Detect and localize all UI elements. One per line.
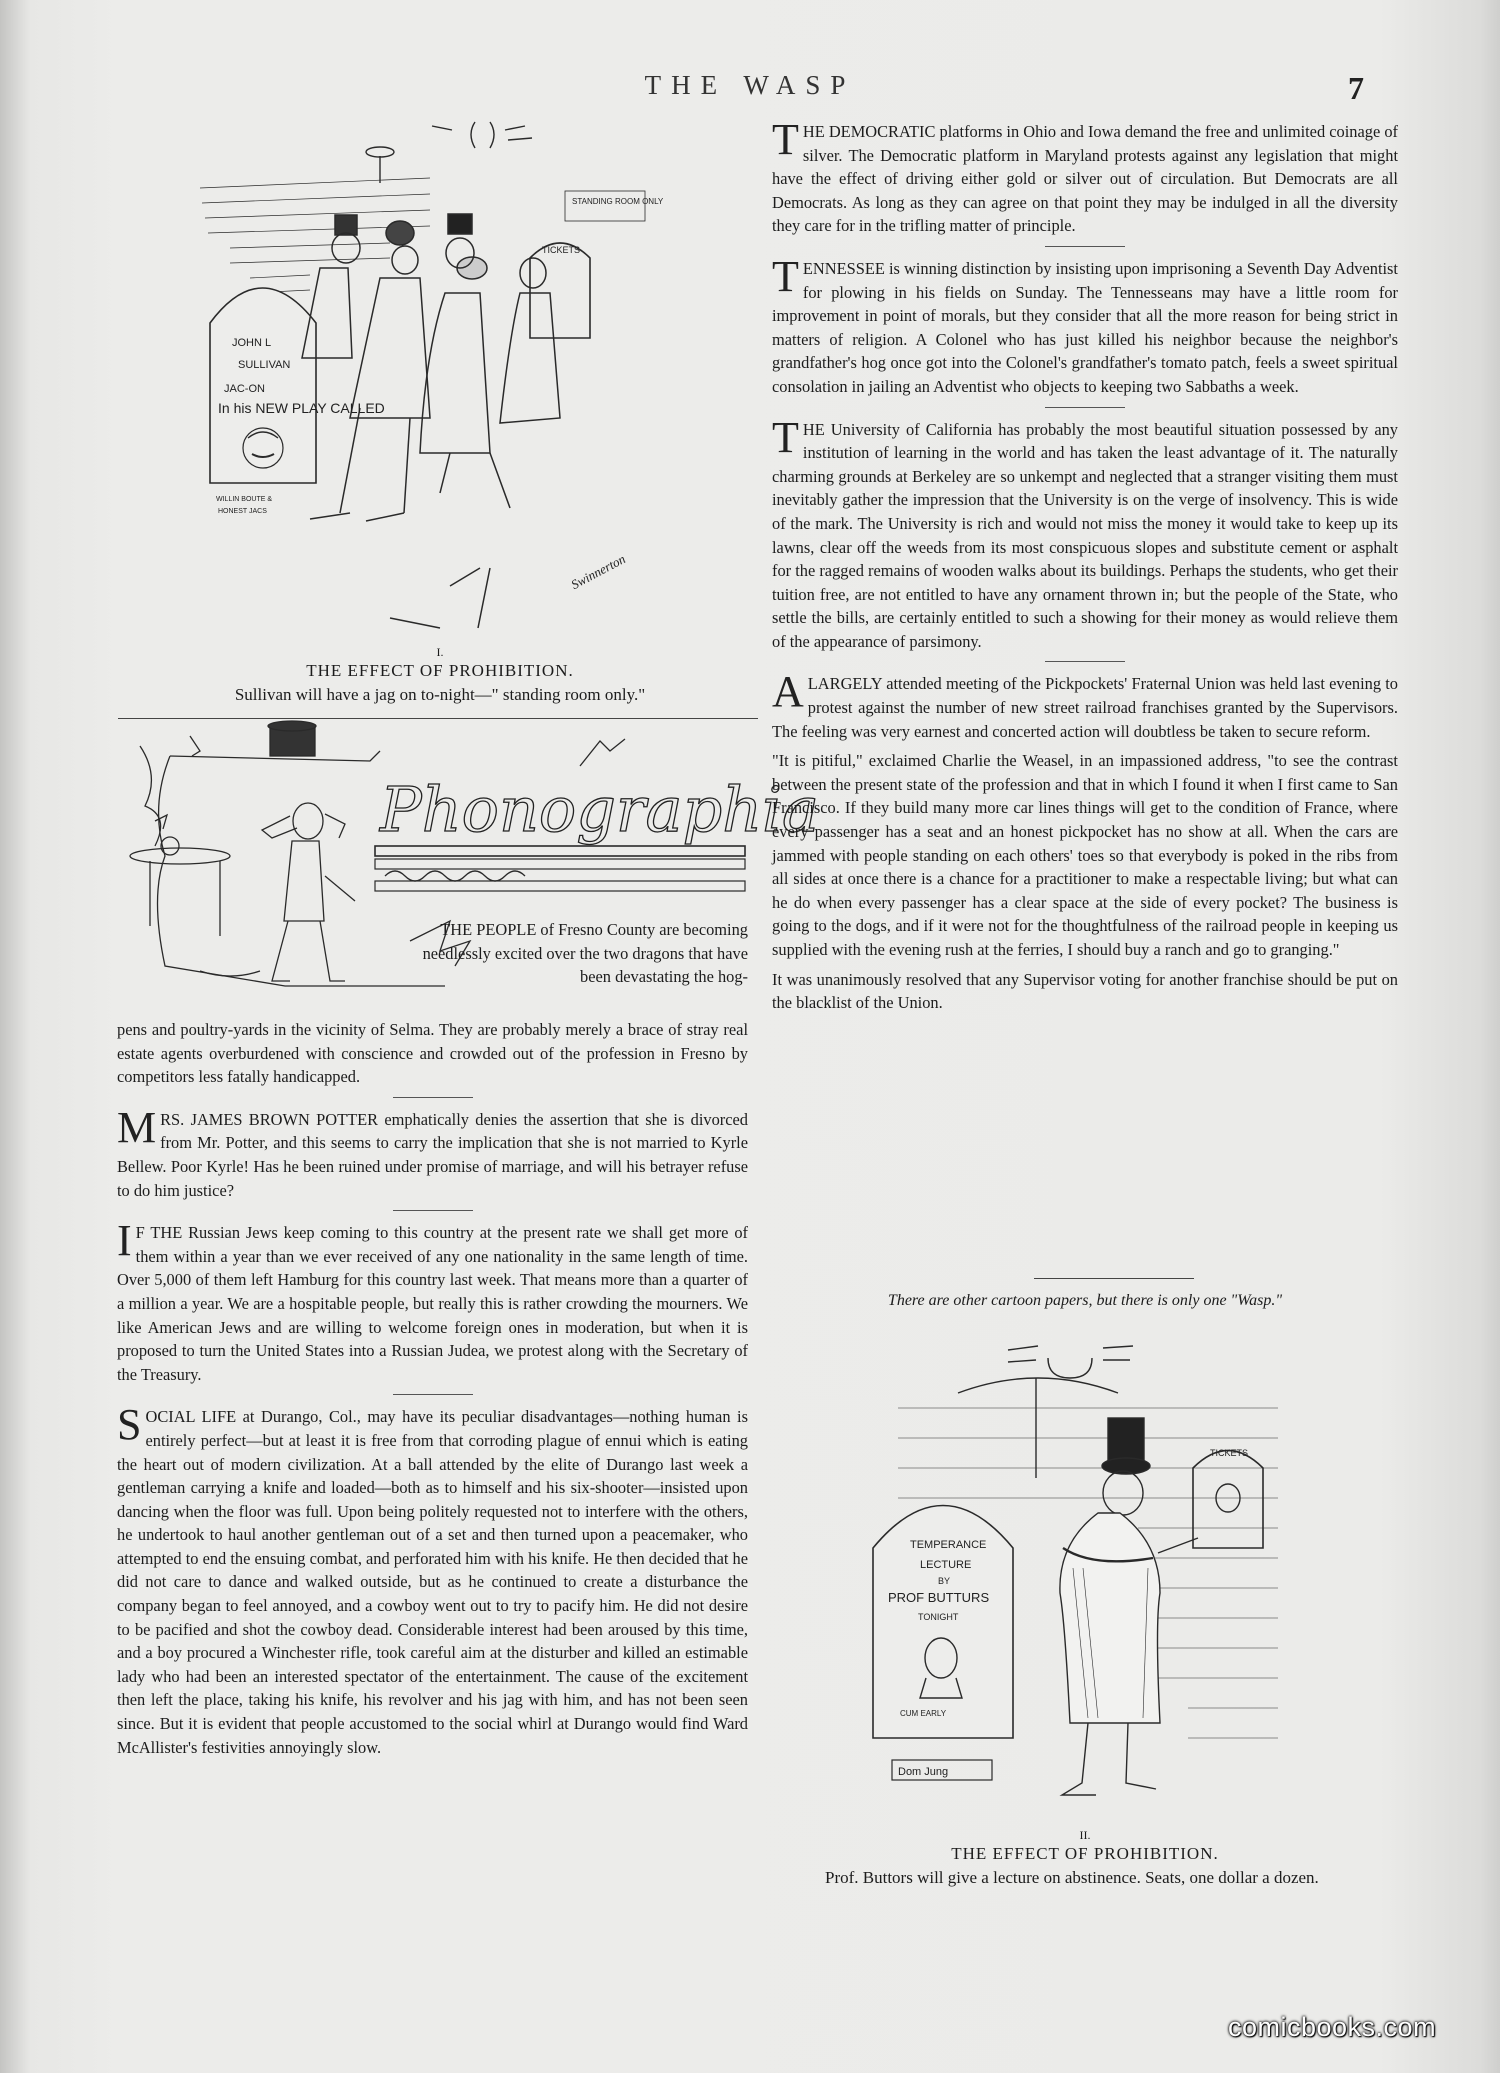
tombstone-line: HONEST JACS — [218, 508, 267, 515]
rule — [1045, 661, 1125, 662]
tombstone-line: TEMPERANCE — [910, 1539, 987, 1551]
tombstone-line: LECTURE — [920, 1559, 972, 1571]
tombstone-line: TONIGHT — [918, 1612, 959, 1622]
durango-paragraph: SOCIAL LIFE at Durango, Col., may have its peculiar disadvantages—nothing human is entirely perfect—but at least it is free from that corroding plague of ennui which is eating the heart out of modern civilization. At a ball attended by the elite of Durango last week a gentleman carrying a knife and loaded—both as to himself and his six-shooter—insisted upon dancing when the floor was full. Upon being politely requested not to interfere with the others, he undertook to haul another gentleman out of a set and then turned upon a peacemaker, who attempted to end the ensuing combat, and perforated him with his knife. He then decided that he did not care to dance and walked outside, but as he continued to create a disturbance the company began to feel annoyed, and a cowboy went out to try to pacify him. He did not desire to be pacified and shot the cowboy dead. Considerable interest had been aroused by this time, and a boy procured a Winchester rifle, took careful aim at the disturber and killed an estimable lady who had been an interested spectator of the entertainment. The cause of the excitement then left the place, taking his knife, his revolver and his jag with him, and has not been seen since. But it is evident that people accustomed to the social whirl at Durango would find Ward McAllister's festivities annoyingly slow. — [117, 1400, 748, 1757]
democratic-paragraph: THE DEMOCRATIC platforms in Ohio and Iowa demand the free and unlimited coinage of silver. The Democratic platform in Maryland protests against any legislation that might have the effect of driving either gold or silver out of circulation. But Democrats are all Democrats. As long as they can agree on that point they may be indulged in all the diversity they care for in the trifling matter of principle. — [772, 115, 1398, 236]
tennessee-paragraph: TENNESSEE is winning distinction by insisting upon imprisoning a Seventh Day Adventist for plowing in his fields on Sunday. The Tennesseans may have a little room for improvement in point of morals, but they consider that all the more reason for being strict in matters of religion. A Colonel who has just killed his neighbor because the neighbor's grandfather's hog once got into the Colonel's grandfather's tomato patch, feels a sweet spiritual consolation in jailing an Adventist who objects to keeping two Sabbaths a week. — [772, 251, 1398, 396]
university-paragraph: THE University of California has probably the most beautiful situation possessed by any institution of learning in the world and has taken the least advantage of it. The naturally charming grounds at Berkeley are so unkempt and neglected that a stranger visiting them must inevitably gather the impression that the University is on the verge of insolvency. This is wide of the mark. The University is rich and would not miss the money it would take to keep up its lawns, clear off the weeds from its most conspicuous slopes and substitute cement or asphalt for the ragged remains of wooden walks about its buildings. Perhaps the students, who get their tuition free, are not entitled to have any ornament thrown in; but the people of the State, who settle the bills, are certainly entitled to such a showing for their money as would relieve them of the appearance of parsimony. — [772, 412, 1398, 651]
cartoon2-numeral: II. — [1079, 1828, 1091, 1842]
svg-text:Dom Jung: Dom Jung — [898, 1766, 949, 1778]
cartoon1-caption — [130, 645, 750, 707]
dropcap: I — [117, 1216, 132, 1266]
cartoon2-caption-text: Prof. Buttors will give a lecture on abstinence. Seats, one dollar a dozen. — [825, 1868, 1319, 1887]
fresno-paragraph-intro — [415, 918, 748, 989]
ticket-sign: TICKETS — [1210, 1448, 1249, 1458]
ticket-sign: TICKETS — [542, 245, 581, 255]
rule — [1045, 407, 1125, 408]
watermark: comicbooks.com — [1228, 2012, 1437, 2042]
tombstone-line: SULLIVAN — [238, 359, 291, 371]
right-column — [772, 115, 1398, 1021]
cartoon1-numeral: I. — [436, 645, 444, 659]
sign-text: STANDING ROOM ONLY — [572, 197, 664, 206]
cartoon1-title: THE EFFECT OF PROHIBITION. — [306, 661, 574, 680]
dropcap: A — [772, 667, 804, 717]
tombstone-line: JOHN L — [232, 337, 272, 349]
tombstone-line: CUM EARLY — [900, 1709, 947, 1718]
cartoon-professor — [858, 1338, 1288, 1808]
tombstone-line: JAC-ON — [224, 383, 265, 395]
tombstone-line: BY — [938, 1576, 951, 1586]
tombstone-line: PROF BUTTURS — [888, 1590, 990, 1605]
phonographia-title: Phonographia — [380, 773, 819, 846]
dropcap: M — [117, 1102, 157, 1152]
dropcap: T — [772, 115, 799, 164]
rule — [393, 1210, 473, 1211]
tombstone-line: WILLIN BOUTE & — [216, 496, 273, 503]
rule — [393, 1097, 473, 1098]
dropcap: T — [772, 412, 799, 462]
potter-paragraph: MRS. JAMES BROWN POTTER emphatically denies the assertion that she is divorced from Mr. Potter, and this seems to carry the implication that she is not married to Kyrle Bellew. Poor Kyrle! Has he been ruined under promise of marriage, and will his betrayer refuse to do him justice? — [117, 1102, 748, 1200]
cartoon1-caption-text: Sullivan will have a jag on to-night—" standing room only." — [234, 685, 646, 704]
pickpocket-paragraph: ALARGELY attended meeting of the Pickpockets' Fraternal Union was held last evening to protest against the number of new street railroad franchises granted by the Supervisors. The feeling was very earnest and concerted action will doubtless be taken to secure reform. — [772, 667, 1398, 741]
dropcap: T — [772, 251, 799, 301]
left-column — [117, 1018, 748, 1765]
weasel-paragraph: "It is pitiful," exclaimed Charlie the Weasel, in an impassioned address, "to see the contrast between the present state of the profession and that in which I found it when I first came to San Francisco. If they build many more car lines things will get to the condition of France, where every passenger has a seat and an honest pickpocket has no show at all. When the cars are jammed with people standing on each others' toes so that everybody is poked in the ribs from all sides at once there is a chance for a practitioner to make a respectable living; but what can he do when every passenger has a clear space at the side of every pocket? The business is going to the dogs, and if it were not for the thoughtfulness of the railroad people in keeping us supplied with the evening rush at the ferries, I should buy a ranch and go to granging." — [772, 751, 1398, 959]
rule — [1045, 246, 1125, 247]
dropcap: S — [117, 1400, 142, 1450]
page-number: 7 — [1348, 70, 1364, 106]
fresno-intro: THE PEOPLE of Fresno County are becoming needlessly excited over the two dragons that have been devastating the hog- — [422, 920, 748, 987]
wasp-note: There are other cartoon papers, but there is only one "Wasp." — [887, 1292, 1283, 1309]
section-divider — [118, 718, 758, 719]
cartoon2-title: THE EFFECT OF PROHIBITION. — [951, 1844, 1219, 1863]
masthead: THE WASP — [644, 70, 856, 100]
resolved-paragraph: It was unanimously resolved that any Supervisor voting for another franchise should be put on the blacklist of the Union. — [772, 969, 1398, 1013]
rule — [393, 1394, 473, 1395]
russian-paragraph: I F THE Russian Jews keep coming to this country at the present rate we shall get more of them within a year than we ever received of any one nationality in the same length of time. Over 5,000 of them left Hamburg for this country last week. That means more than a quarter of a million a year. We are a hospitable people, but really this is rather crowding the mourners. We like American Jews and are willing to welcome foreign ones in moderation, but when it is proposed to turn the United States into a Russian Judea, we protest along with the Secretary of the Treasury. — [117, 1216, 748, 1384]
fresno-paragraph: pens and poultry-yards in the vicinity of Selma. They are probably merely a brace of stray real estate agents overburdened with conscience and crowded out of the profession in Fresno by competitors less fatally handicapped. — [117, 1020, 748, 1087]
section-divider — [1034, 1278, 1194, 1279]
svg-text:Swinnerton: Swinnerton — [568, 551, 628, 593]
tombstone-line: In his NEW PLAY CALLED — [218, 400, 385, 416]
cartoon2-caption — [815, 1828, 1355, 1890]
cartoon-sullivan — [190, 108, 664, 643]
